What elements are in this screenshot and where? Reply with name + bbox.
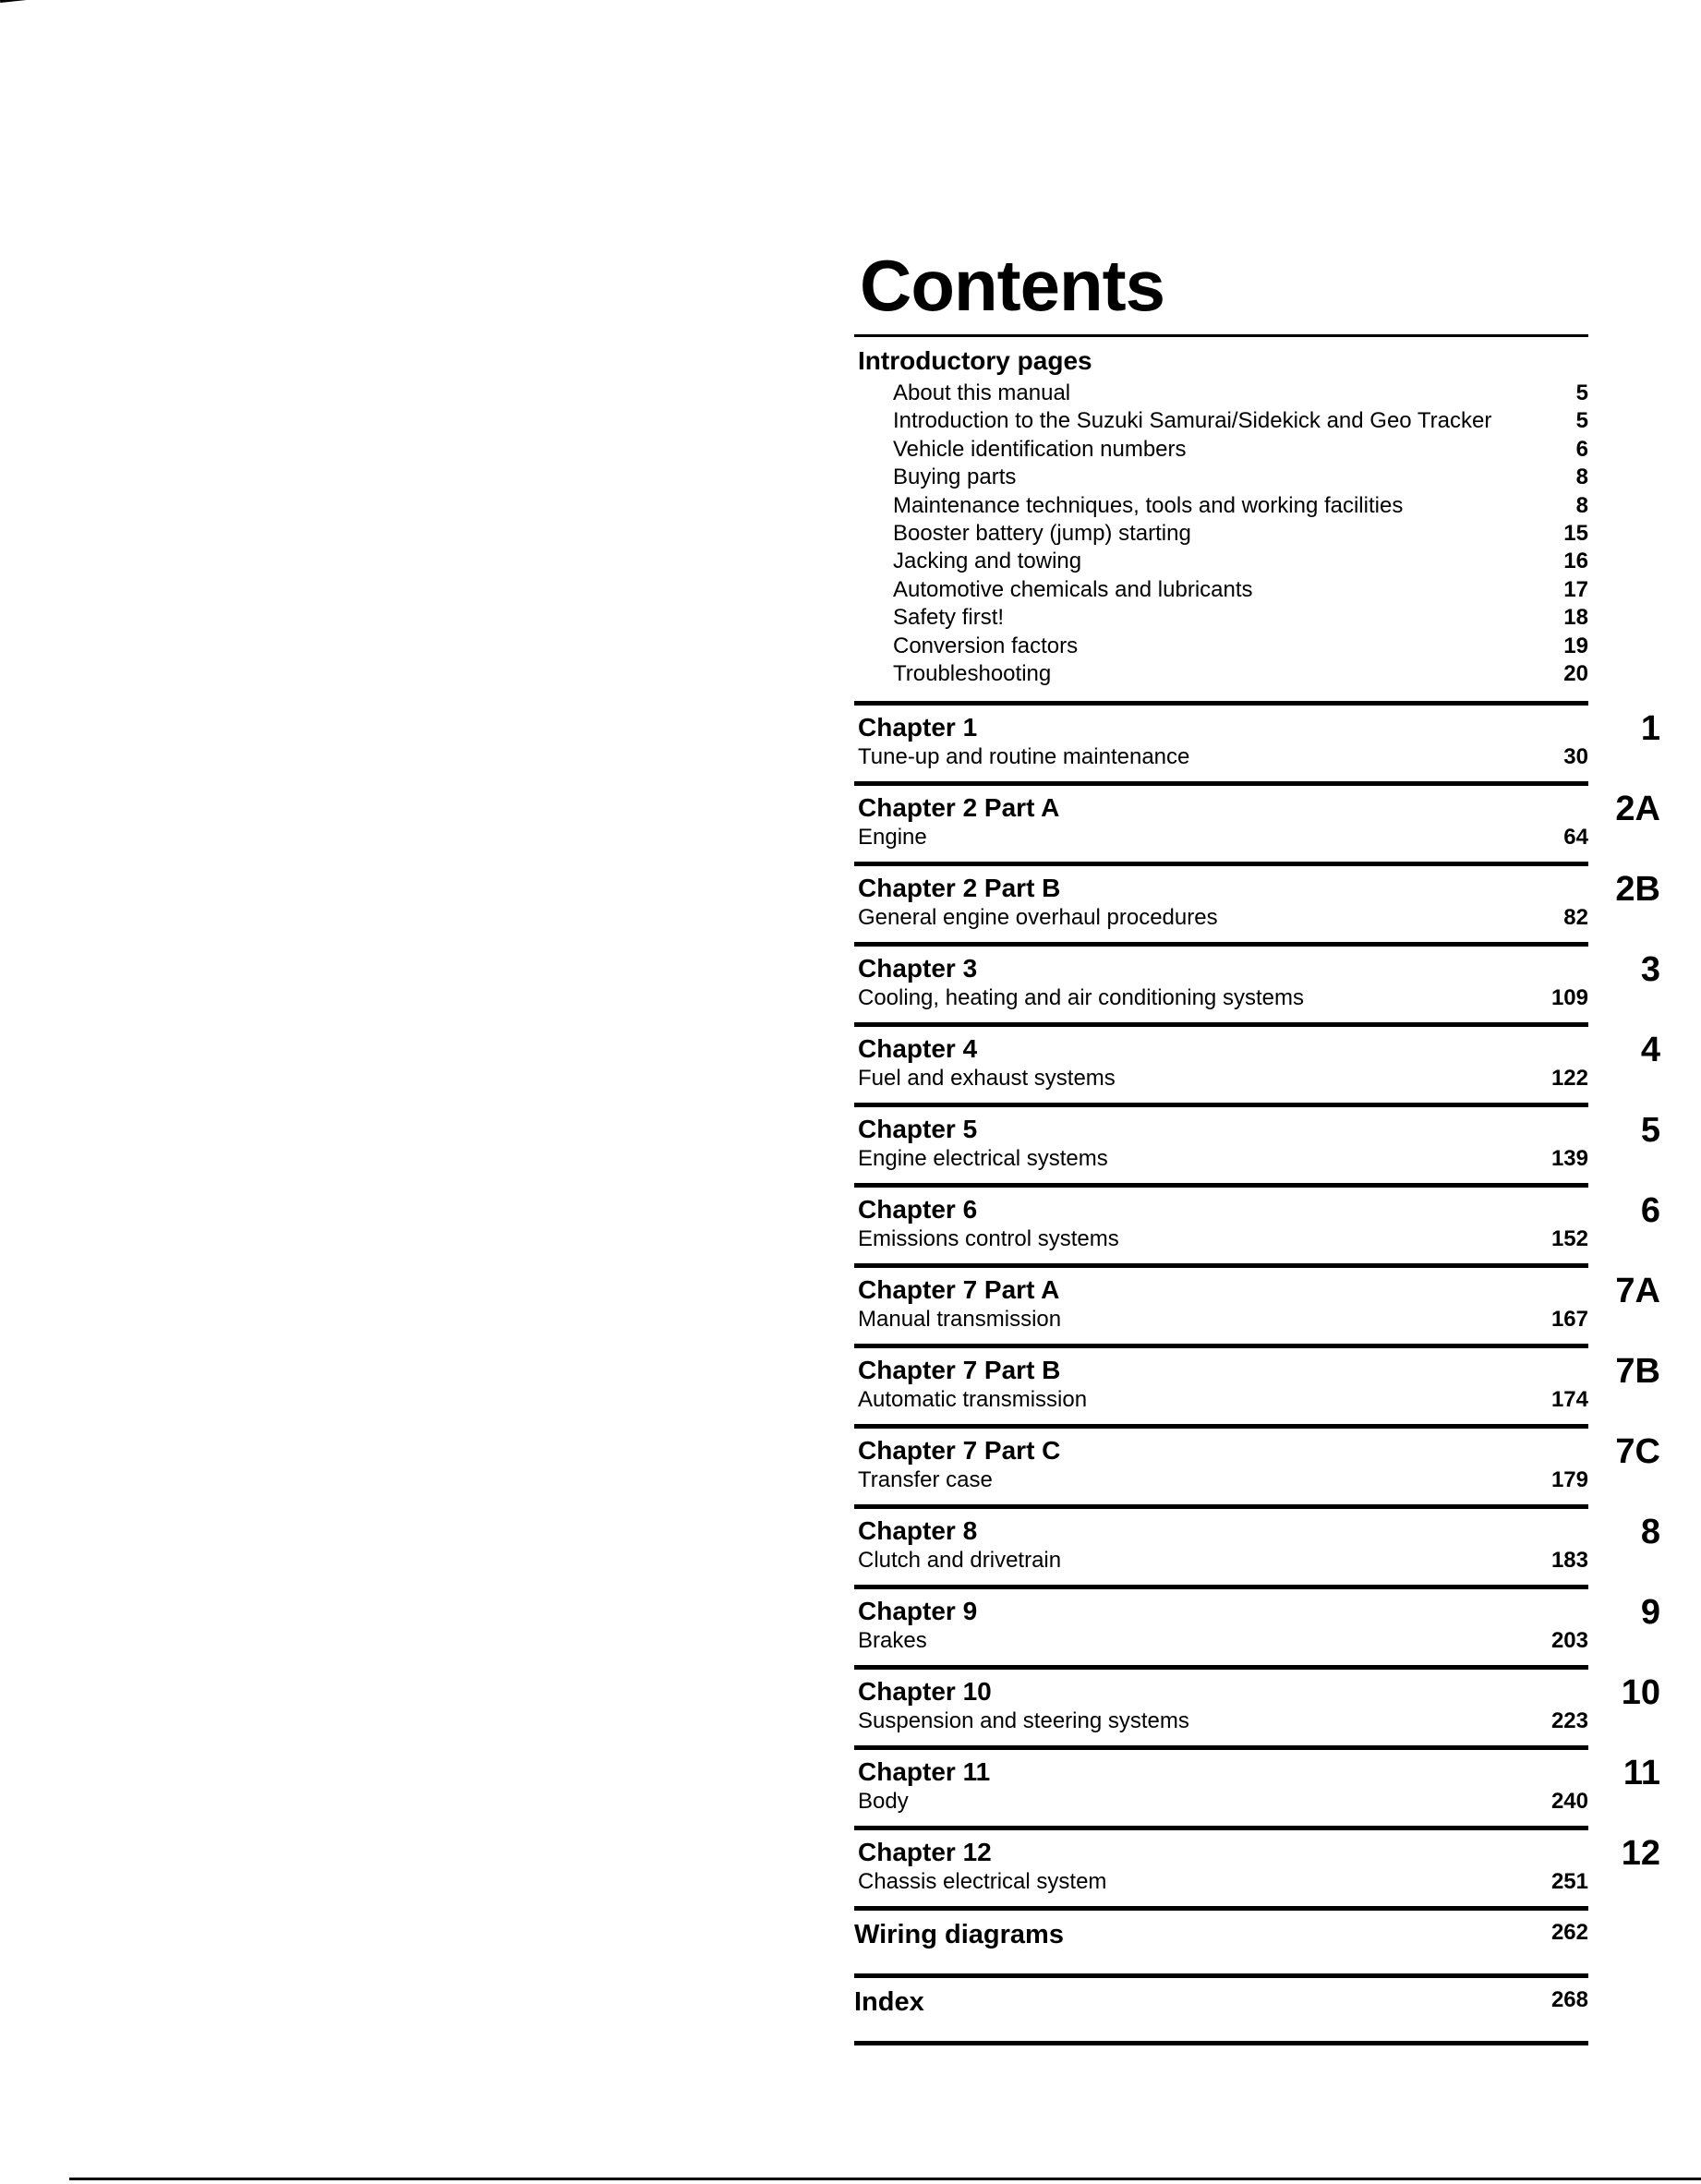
chapter-entry[interactable] [854, 1509, 1660, 1585]
intro-item-label: Troubleshooting [893, 661, 1052, 687]
intro-item-page: 15 [1563, 521, 1588, 547]
chapter-title: Chapter 7 Part A [858, 1275, 1060, 1305]
chapter-tab-marker: 12 [1621, 1834, 1660, 1874]
chapter-title: Chapter 6 [858, 1195, 978, 1225]
chapter-page: 82 [1563, 905, 1588, 931]
chapter-tab-marker: 2A [1615, 790, 1660, 829]
chapter-page: 240 [1550, 1789, 1588, 1815]
chapter-page: 203 [1550, 1628, 1588, 1654]
intro-item-label: Jacking and towing [893, 549, 1082, 574]
chapter-tab-marker: 5 [1640, 1111, 1660, 1151]
wiring-page: 262 [1550, 1920, 1588, 1946]
chapter-subtitle: Transfer case [858, 1467, 993, 1493]
intro-item-label: About this manual [893, 380, 1071, 405]
chapter-page: 174 [1550, 1387, 1588, 1413]
chapter-tab-marker: 9 [1640, 1593, 1660, 1633]
chapter-entry[interactable] [854, 1830, 1660, 1906]
intro-item-page: 17 [1563, 576, 1588, 602]
intro-list [858, 380, 1588, 688]
chapter-tab-marker: 4 [1640, 1031, 1660, 1070]
chapter-tab-marker: 10 [1621, 1673, 1660, 1713]
chapter-title: Chapter 10 [858, 1677, 992, 1707]
index-label: Index [854, 1987, 924, 2018]
intro-item-label: Vehicle identification numbers [893, 436, 1187, 462]
chapter-page: 30 [1563, 744, 1588, 770]
chapter-entry[interactable] [854, 1188, 1660, 1263]
chapter-tab-marker: 7C [1615, 1432, 1660, 1472]
chapter-entry[interactable] [854, 1027, 1660, 1103]
chapter-title: Chapter 3 [858, 954, 978, 983]
intro-item[interactable] [858, 520, 1588, 548]
chapter-title: Chapter 11 [858, 1757, 991, 1787]
chapter-subtitle: Engine electrical systems [858, 1146, 1108, 1172]
chapter-page: 152 [1550, 1226, 1588, 1252]
chapter-entry[interactable] [854, 1750, 1660, 1826]
chapter-subtitle: Brakes [858, 1628, 927, 1654]
index-entry[interactable] [854, 1978, 1588, 2041]
intro-item[interactable] [858, 604, 1588, 632]
intro-item-label: Automotive chemicals and lubricants [893, 576, 1253, 602]
intro-section [854, 337, 1588, 701]
chapter-entry[interactable] [854, 866, 1660, 942]
intro-item[interactable] [858, 576, 1588, 604]
chapter-entry[interactable] [854, 1670, 1660, 1745]
intro-item-page: 20 [1563, 661, 1588, 687]
intro-item[interactable] [858, 436, 1588, 464]
chapter-page: 167 [1550, 1307, 1588, 1333]
chapter-title: Chapter 9 [858, 1597, 978, 1626]
chapter-title: Chapter 8 [858, 1516, 978, 1546]
chapter-tab-marker: 1 [1640, 709, 1660, 749]
intro-item-page: 5 [1575, 380, 1588, 405]
chapter-tab-marker: 7B [1615, 1352, 1660, 1392]
intro-item-page: 5 [1575, 408, 1588, 434]
intro-item-label: Introduction to the Suzuki Samurai/Sidekick and Geo Tracker [893, 408, 1492, 434]
scan-corner-mark [0, 0, 66, 12]
chapter-entry[interactable] [854, 786, 1660, 862]
intro-item[interactable] [858, 633, 1588, 660]
chapter-list [854, 701, 1660, 1906]
chapter-title: Chapter 12 [858, 1838, 992, 1867]
chapter-page: 122 [1550, 1066, 1588, 1092]
chapter-subtitle: Chassis electrical system [858, 1869, 1107, 1895]
chapter-page: 64 [1563, 825, 1588, 851]
table-of-contents [854, 245, 1660, 2045]
chapter-title: Chapter 1 [858, 713, 978, 742]
chapter-page: 109 [1550, 985, 1588, 1011]
chapter-tab-marker: 6 [1640, 1191, 1660, 1231]
chapter-tab-marker: 3 [1640, 950, 1660, 990]
chapter-title: Chapter 2 Part A [858, 793, 1060, 823]
page-bottom-rule [69, 2178, 1701, 2180]
page-title: Contents [860, 245, 1164, 326]
chapter-subtitle: Suspension and steering systems [858, 1708, 1189, 1734]
chapter-subtitle: Tune-up and routine maintenance [858, 744, 1190, 770]
intro-item[interactable] [858, 548, 1588, 575]
intro-item-page: 6 [1575, 436, 1588, 462]
index-page: 268 [1550, 1987, 1588, 2013]
intro-item-page: 8 [1575, 492, 1588, 518]
chapter-subtitle: Fuel and exhaust systems [858, 1066, 1116, 1092]
intro-heading: Introductory pages [858, 346, 1092, 375]
chapter-subtitle: Body [858, 1789, 909, 1815]
chapter-tab-marker: 8 [1640, 1513, 1660, 1552]
chapter-entry[interactable] [854, 706, 1660, 781]
chapter-tab-marker: 2B [1615, 870, 1660, 910]
final-rule [854, 2041, 1588, 2045]
intro-item-label: Buying parts [893, 465, 1017, 490]
intro-item[interactable] [858, 492, 1588, 520]
chapter-page: 139 [1550, 1146, 1588, 1172]
intro-item-page: 16 [1563, 549, 1588, 574]
intro-item[interactable] [858, 380, 1588, 407]
chapter-subtitle: Clutch and drivetrain [858, 1548, 1062, 1574]
chapter-page: 223 [1550, 1708, 1588, 1734]
intro-item-page: 8 [1575, 465, 1588, 490]
chapter-page: 183 [1550, 1548, 1588, 1574]
chapter-subtitle: Emissions control systems [858, 1226, 1119, 1252]
intro-item-page: 18 [1563, 605, 1588, 631]
chapter-tab-marker: 11 [1623, 1754, 1660, 1793]
intro-item[interactable] [858, 660, 1588, 688]
intro-item-label: Safety first! [893, 605, 1005, 631]
wiring-label: Wiring diagrams [854, 1920, 1064, 1950]
chapter-subtitle: Automatic transmission [858, 1387, 1088, 1413]
chapter-title: Chapter 7 Part B [858, 1356, 1061, 1385]
chapter-subtitle: Cooling, heating and air conditioning systems [858, 985, 1304, 1011]
intro-item-label: Maintenance techniques, tools and working facilities [893, 492, 1404, 518]
chapter-entry[interactable] [854, 1348, 1660, 1424]
wiring-diagrams-entry[interactable] [854, 1911, 1588, 1973]
intro-item-page: 19 [1563, 633, 1588, 658]
chapter-entry[interactable] [854, 1589, 1660, 1665]
chapter-tab-marker: 7A [1615, 1272, 1660, 1311]
chapter-entry[interactable] [854, 1429, 1660, 1504]
chapter-entry[interactable] [854, 1107, 1660, 1183]
chapter-title: Chapter 4 [858, 1034, 978, 1064]
chapter-entry[interactable] [854, 1268, 1660, 1344]
chapter-title: Chapter 7 Part C [858, 1436, 1061, 1466]
chapter-subtitle: Engine [858, 825, 927, 851]
chapter-entry[interactable] [854, 947, 1660, 1022]
chapter-subtitle: Manual transmission [858, 1307, 1062, 1333]
intro-item-label: Conversion factors [893, 633, 1079, 658]
chapter-page: 251 [1550, 1869, 1588, 1895]
intro-item-label: Booster battery (jump) starting [893, 521, 1191, 547]
intro-item[interactable] [858, 464, 1588, 491]
chapter-page: 179 [1550, 1467, 1588, 1493]
intro-item[interactable] [858, 407, 1588, 435]
chapter-title: Chapter 2 Part B [858, 874, 1061, 903]
chapter-title: Chapter 5 [858, 1115, 978, 1144]
chapter-subtitle: General engine overhaul procedures [858, 905, 1218, 931]
